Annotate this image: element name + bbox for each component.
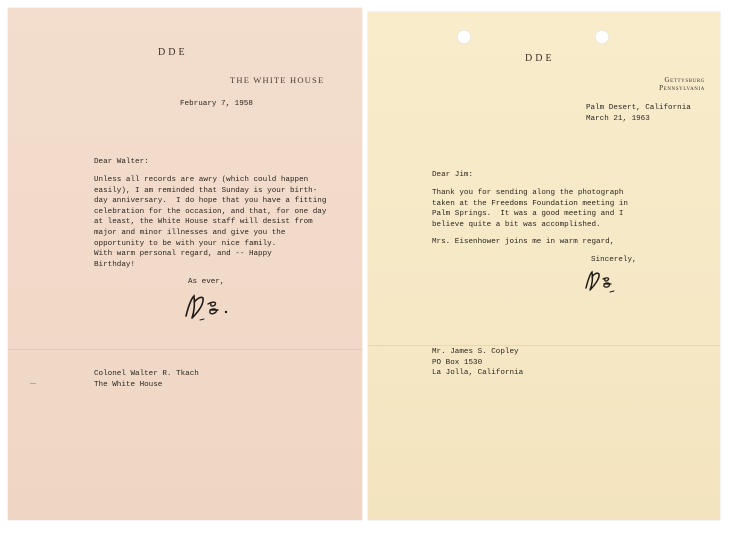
regards-line: Birthday!	[94, 260, 136, 269]
recipient-block	[94, 369, 199, 390]
closing: As ever,	[188, 278, 225, 286]
closing: Sincerely,	[591, 256, 637, 264]
body-line: believe quite a bit was accomplished.	[432, 220, 601, 229]
monogram: DDE	[525, 53, 555, 64]
date-block	[586, 103, 691, 124]
letterhead-white-house: THE WHITE HOUSE	[230, 75, 325, 85]
body-line: Thank you for sending along the photograph	[432, 189, 624, 197]
regards	[94, 249, 272, 270]
recipient-line: Colonel Walter R. Tkach	[94, 370, 199, 378]
recipient-block	[432, 347, 523, 379]
letter-white-house-1958	[8, 8, 362, 520]
body-line: at least, the White House staff will desist from	[94, 218, 313, 227]
letter-gettysburg-1963	[368, 12, 720, 520]
signature-drawing	[180, 290, 250, 326]
body-line: day anniversary. I do hope that you have a fitting	[94, 197, 327, 206]
recipient-line: PO Box 1530	[432, 358, 483, 367]
body-line: major and minor illnesses and give you the	[94, 228, 286, 237]
signature-drawing	[580, 268, 630, 298]
letter-date: March 21, 1963	[586, 114, 650, 123]
body-line: easily), I am reminded that Sunday is your birth-	[94, 186, 318, 195]
body-line: celebration for the occasion, and that, for one day	[94, 207, 327, 216]
letter-date: February 7, 1958	[180, 100, 253, 108]
recipient-line: Mr. James S. Copley	[432, 348, 519, 356]
punch-hole	[457, 30, 471, 44]
body-line: Palm Springs. It was a good meeting and I	[432, 210, 624, 219]
letterhead-line: Pennsylvania	[659, 84, 705, 92]
monogram: DDE	[158, 47, 188, 58]
letter-place: Palm Desert, California	[586, 104, 691, 112]
regards-line: With warm personal regard, and -- Happy	[94, 250, 272, 258]
letter-body	[432, 188, 628, 230]
letter-body	[94, 175, 326, 249]
body-line: taken at the Freedoms Foundation meeting in	[432, 199, 628, 208]
recipient-line: The White House	[94, 380, 163, 389]
letterhead-gettysburg	[659, 76, 705, 92]
regards: Mrs. Eisenhower joins me in warm regard,	[432, 238, 615, 246]
fold-mark	[30, 383, 36, 384]
letterhead-line: Gettysburg	[664, 76, 705, 84]
recipient-line: La Jolla, California	[432, 369, 524, 378]
salutation: Dear Walter:	[94, 158, 149, 166]
salutation: Dear Jim:	[432, 171, 474, 179]
body-line: Unless all records are awry (which could happen	[94, 176, 309, 184]
body-line: opportunity to be with your nice family.	[94, 239, 277, 248]
punch-hole	[595, 30, 609, 44]
